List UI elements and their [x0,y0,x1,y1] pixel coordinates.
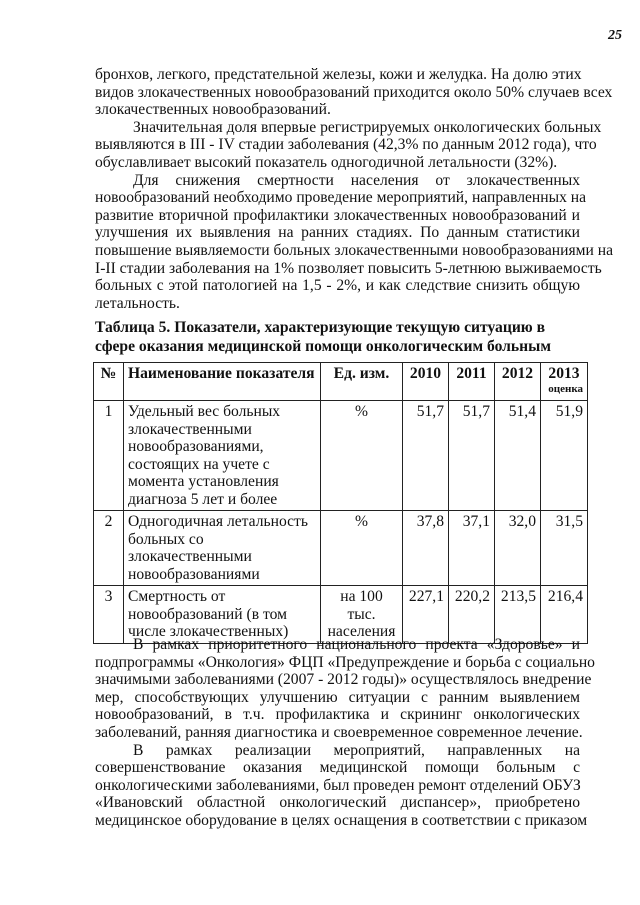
cell-y2010: 227,1 [403,586,449,644]
cell-num: 1 [94,401,124,511]
cell-num: 2 [94,511,124,586]
cell-y2011: 37,1 [449,511,495,586]
cell-name: Одногодичная летальность больных со злокачественными новообразованиями [124,511,321,586]
paragraph-line: новообразований, в т.ч. профилактика и скрининг онкологических [95,706,580,724]
table-title-line-1: Таблица 5. Показатели, характеризующие текущую ситуацию в [95,319,546,336]
table-header-row [94,363,588,401]
header-2011: 2011 [449,363,495,401]
cell-y2011: 220,2 [449,586,495,644]
header-2013-note: оценка [548,382,583,395]
paragraph-line: Значительная доля впервые регистрируемых онкологических больных [133,118,602,136]
paragraph-line: улучшения их выявления на ранних стадиях. По данным статистики [95,224,580,242]
paragraph-line: злокачественных новообразований. [95,101,331,119]
header-2013-year: 2013 [548,365,580,382]
paragraph-line: обуславливает высокий показатель одногодичной летальности (32%). [95,154,558,171]
cell-unit: на 100 тыс. населения [321,586,403,644]
table-row [94,401,588,511]
paragraph-line: видов злокачественных новообразований приходится около 50% случаев всех [95,83,613,101]
cell-y2011: 51,7 [449,401,495,511]
cell-y2013: 216,4 [541,586,588,644]
paragraph-line: значимыми заболеваниями (2007 - 2012 годы)» осуществлялось внедрение [95,671,592,689]
paragraph-line: I-II стадии заболевания на 1% позволяет повысить 5-летнюю выживаемость [95,259,602,277]
paragraph-line: онкологическими заболеваниями, был проведен ремонт отделений ОБУЗ [95,776,581,794]
table-title-line-2: сфере оказания медицинской помощи онкологическим больным [95,338,551,355]
cell-name: Смертность от новообразований (в том числе злокачественных) [124,586,321,644]
cell-num: 3 [94,586,124,644]
paragraph-line: летальность. [95,294,180,312]
paragraph-line: повышение выявляемости больных злокачественными новообразованиями на [95,242,613,259]
cell-y2013: 51,9 [541,401,588,511]
table-row [94,586,588,644]
paragraph-line: развитие вторичной профилактики злокачественных новообразований и [95,206,580,224]
paragraph-line: медицинское оборудование в целях оснащения в соответствии с приказом [95,812,588,829]
paragraph-line: мер, способствующих улучшению ситуации с ранним выявлением [95,688,580,706]
page-number: 25 [608,28,622,43]
cell-y2010: 37,8 [403,511,449,586]
cell-y2013: 31,5 [541,511,588,586]
table-row [94,511,588,586]
header-unit: Ед. изм. [321,363,403,401]
cell-y2012: 51,4 [495,401,541,511]
header-name: Наименование показателя [124,363,321,401]
paragraph-line: новообразований необходимо проведение мероприятий, направленных на [95,189,587,207]
paragraph-line: подпрограммы «Онкология» ФЦП «Предупреждение и борьба с социально [95,653,595,671]
paragraph-line: совершенствование оказания медицинской помощи больным с [95,759,580,777]
paragraph-line: В рамках приоритетного национального проекта «Здоровье» и [133,636,580,653]
paragraph-line: бронхов, легкого, предстательной железы, кожи и желудка. На долю этих [95,66,582,83]
paragraph-line: выявляются в III - IV стадии заболевания (42,3% по данным 2012 года), что [95,136,597,154]
cell-y2012: 213,5 [495,586,541,644]
cell-unit: % [321,511,403,586]
cell-unit: % [321,401,403,511]
paragraph-line: заболеваний, ранняя диагностика и своевременное современное лечение. [95,724,583,741]
header-num: № [94,363,124,401]
header-2012: 2012 [495,363,541,401]
paragraph-line: Для снижения смертности населения от злокачественных [133,171,580,189]
header-2013 [541,363,588,401]
cell-y2012: 32,0 [495,511,541,586]
paragraph-line: «Ивановский областной онкологический диспансер», приобретено [95,794,580,812]
paragraph-line: больных с этой патологией на 1,5 - 2%, и как следствие снизить общую [95,277,580,295]
header-2010: 2010 [403,363,449,401]
paragraph-line: В рамках реализации мероприятий, направленных на [133,741,580,759]
cell-name: Удельный вес больных злокачественными новообразованиями, состоящих на учете с момента установления диагноза 5 лет и более [124,401,321,511]
indicators-table [93,362,588,644]
cell-y2010: 51,7 [403,401,449,511]
